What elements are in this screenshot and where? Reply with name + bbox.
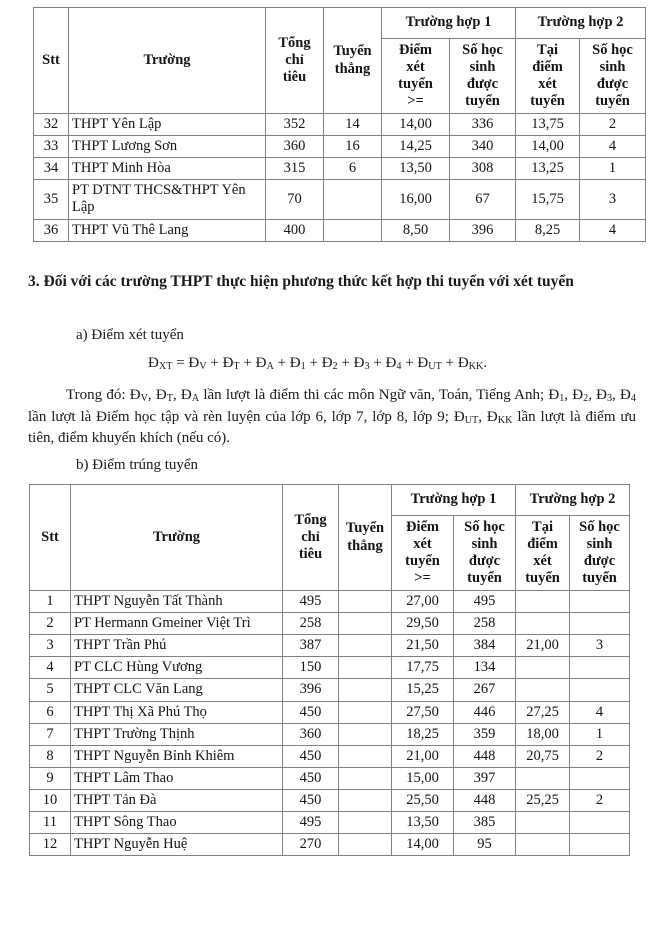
cell-g2-so-hoc-sinh <box>570 834 630 856</box>
table-row <box>34 136 646 158</box>
table-row <box>30 723 630 745</box>
cell-g1-diem-xet-tuyen: 29,50 <box>392 613 454 635</box>
table-row <box>34 180 646 219</box>
cell-stt: 32 <box>34 114 69 136</box>
explanation-terms-1: $Đ_V$, $Đ_T$, $Đ_A$ <box>129 387 200 405</box>
cell-g2-so-hoc-sinh: 2 <box>570 789 630 811</box>
g2-sohs-line-2: sinh <box>599 58 626 75</box>
col-header-g1-so-hoc-sinh <box>450 39 516 114</box>
cell-truong: THPT CLC Văn Lang <box>71 679 283 701</box>
admission-table-two <box>29 484 630 856</box>
cell-g1-so-hoc-sinh: 134 <box>454 657 516 679</box>
cell-g2-so-hoc-sinh <box>570 767 630 789</box>
admission-table-one <box>33 7 646 242</box>
cell-truong: THPT Tản Đà <box>71 789 283 811</box>
cell-g1-diem-xet-tuyen: 27,00 <box>392 591 454 613</box>
cell-stt: 5 <box>30 679 71 701</box>
cell-tuyen-thang <box>324 180 382 219</box>
table-row <box>30 812 630 834</box>
table-one-body <box>34 114 646 242</box>
cell-g2-tai-diem-xet-tuyen <box>516 679 570 701</box>
g1-diem-line-4: >= <box>414 570 431 587</box>
g2-sohs-line-3: được <box>583 553 616 569</box>
cell-g1-diem-xet-tuyen: 15,00 <box>392 767 454 789</box>
cell-stt: 7 <box>30 723 71 745</box>
cell-g2-so-hoc-sinh: 4 <box>570 701 630 723</box>
formula-term-4: $Đ_4$ <box>385 355 402 373</box>
cell-g2-tai-diem-xet-tuyen: 8,25 <box>516 219 580 241</box>
cell-g1-so-hoc-sinh: 384 <box>454 635 516 657</box>
cell-g1-so-hoc-sinh: 267 <box>454 679 516 701</box>
cell-g1-so-hoc-sinh: 396 <box>450 219 516 241</box>
cell-stt: 2 <box>30 613 71 635</box>
cell-g1-diem-xet-tuyen: 13,50 <box>382 158 450 180</box>
formula-lhs: $Đ_{XT}$ <box>148 355 173 373</box>
cell-g2-so-hoc-sinh <box>570 591 630 613</box>
formula-plus-operator: + <box>441 355 458 371</box>
formula-term-UT: $Đ_{UT}$ <box>417 355 442 373</box>
cell-g2-tai-diem-xet-tuyen <box>516 613 570 635</box>
admission-table-one-container <box>33 7 645 242</box>
table-one-header-row-1 <box>34 8 646 39</box>
g2-taidiem-line-1: Tại <box>537 41 558 58</box>
cell-g1-diem-xet-tuyen: 14,25 <box>382 136 450 158</box>
table-row <box>30 657 630 679</box>
cell-g1-diem-xet-tuyen: 13,50 <box>392 812 454 834</box>
cell-truong: PT Hermann Gmeiner Việt Trì <box>71 613 283 635</box>
g1-diem-line-1: Điểm <box>405 518 439 535</box>
col-header-g2-so-hoc-sinh <box>580 39 646 114</box>
cell-g1-so-hoc-sinh: 336 <box>450 114 516 136</box>
cell-g2-so-hoc-sinh <box>570 812 630 834</box>
cell-g1-so-hoc-sinh: 397 <box>454 767 516 789</box>
table-row <box>30 679 630 701</box>
col-header-g2-tai-diem-xet-tuyen <box>516 39 580 114</box>
cell-tuyen-thang: 6 <box>324 158 382 180</box>
cell-g2-tai-diem-xet-tuyen: 14,00 <box>516 136 580 158</box>
col-header-g1-so-hoc-sinh <box>454 516 516 591</box>
g1-diem-line-3: tuyển <box>405 553 440 569</box>
cell-tong-chi-tieu: 70 <box>266 180 324 219</box>
col-group-header-truong-hop-2: Trường hợp 2 <box>516 485 630 516</box>
cell-stt: 1 <box>30 591 71 613</box>
explanation-terms-3: $Đ_{UT}$, $Đ_{KK}$ <box>453 408 513 426</box>
cell-tong-chi-tieu: 495 <box>283 591 339 613</box>
cell-g2-so-hoc-sinh <box>570 679 630 701</box>
cell-tong-chi-tieu: 360 <box>283 723 339 745</box>
cell-g2-so-hoc-sinh: 3 <box>580 180 646 219</box>
table-row <box>30 834 630 856</box>
cell-stt: 9 <box>30 767 71 789</box>
cell-g1-diem-xet-tuyen: 16,00 <box>382 180 450 219</box>
cell-g1-diem-xet-tuyen: 15,25 <box>392 679 454 701</box>
cell-tong-chi-tieu: 387 <box>283 635 339 657</box>
cell-tuyen-thang: 16 <box>324 136 382 158</box>
cell-g1-so-hoc-sinh: 308 <box>450 158 516 180</box>
formula-equals: = <box>176 355 185 371</box>
cell-g1-so-hoc-sinh: 448 <box>454 789 516 811</box>
g2-sohs-line-2: sinh <box>586 535 613 552</box>
col-header-g2-tai-diem-xet-tuyen <box>516 516 570 591</box>
g2-taidiem-line-4: tuyển <box>525 570 560 587</box>
cell-tuyen-thang <box>339 745 392 767</box>
cell-tuyen-thang <box>339 657 392 679</box>
col-header-truong: Trường <box>69 8 266 114</box>
cell-tuyen-thang <box>339 723 392 745</box>
col-header-tong-line-3: tiêu <box>282 69 307 86</box>
cell-g1-diem-xet-tuyen: 14,00 <box>382 114 450 136</box>
cell-g2-so-hoc-sinh <box>570 613 630 635</box>
cell-stt: 35 <box>34 180 69 219</box>
cell-g2-tai-diem-xet-tuyen: 20,75 <box>516 745 570 767</box>
formula-plus-operator: + <box>305 355 322 371</box>
formula-plus-operator: + <box>369 355 386 371</box>
cell-g1-so-hoc-sinh: 67 <box>450 180 516 219</box>
col-header-g1-diem-xet-tuyen <box>392 516 454 591</box>
col-header-tong-chi-tieu <box>283 485 339 591</box>
cell-g1-so-hoc-sinh: 385 <box>454 812 516 834</box>
formula-plus-operator: + <box>337 355 354 371</box>
cell-tuyen-thang <box>339 635 392 657</box>
g1-sohs-line-4: tuyển <box>467 570 502 587</box>
cell-g1-diem-xet-tuyen: 25,50 <box>392 789 454 811</box>
table-row <box>34 114 646 136</box>
cell-g2-so-hoc-sinh: 4 <box>580 136 646 158</box>
cell-truong: THPT Trường Thịnh <box>71 723 283 745</box>
col-header-tuyen-thang <box>324 8 382 114</box>
cell-truong: THPT Trần Phú <box>71 635 283 657</box>
g2-taidiem-line-2: điểm <box>527 535 558 552</box>
cell-stt: 6 <box>30 701 71 723</box>
cell-g2-so-hoc-sinh: 1 <box>570 723 630 745</box>
explanation-prefix: Trong đó: <box>66 387 130 403</box>
cell-g1-diem-xet-tuyen: 8,50 <box>382 219 450 241</box>
cell-tong-chi-tieu: 360 <box>266 136 324 158</box>
col-group-header-truong-hop-1: Trường hợp 1 <box>392 485 516 516</box>
col-header-tong-line-3: tiêu <box>298 546 323 563</box>
cell-tong-chi-tieu: 450 <box>283 745 339 767</box>
table-row <box>30 745 630 767</box>
cell-g1-diem-xet-tuyen: 14,00 <box>392 834 454 856</box>
table-row <box>30 591 630 613</box>
cell-stt: 3 <box>30 635 71 657</box>
cell-g1-diem-xet-tuyen: 21,00 <box>392 745 454 767</box>
cell-stt: 4 <box>30 657 71 679</box>
cell-truong: THPT Nguyễn Tất Thành <box>71 591 283 613</box>
cell-tong-chi-tieu: 495 <box>283 812 339 834</box>
cell-tuyen-thang: 14 <box>324 114 382 136</box>
explanation-terms-2: $Đ_1$, $Đ_2$, $Đ_3$, $Đ_4$ <box>548 387 636 405</box>
cell-truong: THPT Thị Xã Phú Thọ <box>71 701 283 723</box>
cell-g2-so-hoc-sinh: 4 <box>580 219 646 241</box>
subsection-a-label: a) Điểm xét tuyển <box>76 327 184 343</box>
g1-diem-line-2: xét <box>413 535 432 552</box>
cell-tong-chi-tieu: 450 <box>283 767 339 789</box>
col-header-tong-chi-tieu <box>266 8 324 114</box>
formula-term-2: $Đ_2$ <box>321 355 338 373</box>
cell-tong-chi-tieu: 315 <box>266 158 324 180</box>
explanation-rest-3: lần lượt là điểm ưu tiên, điểm khuyến khích (nếu có). <box>28 408 637 447</box>
cell-tong-chi-tieu: 450 <box>283 701 339 723</box>
table-row <box>30 767 630 789</box>
g1-diem-line-1: Điểm <box>398 41 432 58</box>
cell-stt: 10 <box>30 789 71 811</box>
table-row <box>34 219 646 241</box>
g2-taidiem-line-1: Tại <box>532 518 553 535</box>
cell-g1-diem-xet-tuyen: 21,50 <box>392 635 454 657</box>
col-header-tong-line-2: chỉ <box>285 51 304 68</box>
cell-tuyen-thang <box>339 812 392 834</box>
cell-g2-tai-diem-xet-tuyen <box>516 591 570 613</box>
g1-diem-line-2: xét <box>406 58 425 75</box>
formula-term-KK: $Đ_{KK}$ <box>457 355 484 373</box>
cell-tong-chi-tieu: 150 <box>283 657 339 679</box>
g2-taidiem-line-4: tuyển <box>530 93 565 110</box>
col-header-tuyenthang-line-2: thẳng <box>347 537 383 554</box>
cell-g2-tai-diem-xet-tuyen <box>516 657 570 679</box>
cell-tuyen-thang <box>339 591 392 613</box>
cell-truong: THPT Nguyễn Huệ <box>71 834 283 856</box>
cell-g2-tai-diem-xet-tuyen <box>516 767 570 789</box>
g1-sohs-line-3: được <box>466 76 499 92</box>
cell-stt: 11 <box>30 812 71 834</box>
g1-sohs-line-1: Số học <box>462 41 503 58</box>
cell-g2-so-hoc-sinh <box>570 657 630 679</box>
formula-term-A: $Đ_A$ <box>255 355 274 373</box>
cell-truong: THPT Sông Thao <box>71 812 283 834</box>
col-group-header-truong-hop-2: Trường hợp 2 <box>516 8 646 39</box>
cell-tuyen-thang <box>339 701 392 723</box>
cell-g1-so-hoc-sinh: 359 <box>454 723 516 745</box>
cell-stt: 12 <box>30 834 71 856</box>
col-header-tong-line-1: Tổng <box>294 511 327 528</box>
table-row <box>30 701 630 723</box>
cell-g2-so-hoc-sinh: 2 <box>580 114 646 136</box>
cell-g2-tai-diem-xet-tuyen: 13,75 <box>516 114 580 136</box>
table-two-body <box>30 591 630 856</box>
formula-term-1: $Đ_1$ <box>289 355 306 373</box>
cell-g2-so-hoc-sinh: 2 <box>570 745 630 767</box>
formula-plus-operator: + <box>206 355 223 371</box>
cell-truong: PT DTNT THCS&THPT Yên Lập <box>69 180 266 219</box>
formula-period: . <box>483 355 488 371</box>
col-header-stt: Stt <box>30 485 71 591</box>
table-two-header-row-1 <box>30 485 630 516</box>
col-header-tuyenthang-line-1: Tuyển <box>333 43 372 60</box>
cell-truong: THPT Lâm Thao <box>71 767 283 789</box>
cell-tuyen-thang <box>339 834 392 856</box>
cell-tong-chi-tieu: 450 <box>283 789 339 811</box>
col-header-stt: Stt <box>34 8 69 114</box>
cell-g1-diem-xet-tuyen: 18,25 <box>392 723 454 745</box>
g2-sohs-line-1: Số học <box>592 41 633 58</box>
cell-g2-so-hoc-sinh: 1 <box>580 158 646 180</box>
col-header-tong-line-1: Tổng <box>278 34 311 51</box>
cell-tong-chi-tieu: 258 <box>283 613 339 635</box>
g1-sohs-line-3: được <box>468 553 501 569</box>
cell-tuyen-thang <box>324 219 382 241</box>
admission-table-two-container <box>29 484 629 856</box>
cell-g1-so-hoc-sinh: 95 <box>454 834 516 856</box>
cell-g2-tai-diem-xet-tuyen: 27,25 <box>516 701 570 723</box>
formula-term-3: $Đ_3$ <box>353 355 370 373</box>
cell-g1-so-hoc-sinh: 258 <box>454 613 516 635</box>
col-header-g1-diem-xet-tuyen <box>382 39 450 114</box>
col-header-truong: Trường <box>71 485 283 591</box>
col-header-g2-so-hoc-sinh <box>570 516 630 591</box>
cell-g2-tai-diem-xet-tuyen: 21,00 <box>516 635 570 657</box>
g1-sohs-line-1: Số học <box>464 518 505 535</box>
cell-tong-chi-tieu: 270 <box>283 834 339 856</box>
table-row <box>34 158 646 180</box>
cell-g2-tai-diem-xet-tuyen: 18,00 <box>516 723 570 745</box>
cell-g2-tai-diem-xet-tuyen: 25,25 <box>516 789 570 811</box>
cell-tong-chi-tieu: 352 <box>266 114 324 136</box>
cell-g1-so-hoc-sinh: 340 <box>450 136 516 158</box>
cell-tuyen-thang <box>339 679 392 701</box>
formula-plus-operator: + <box>401 355 418 371</box>
g2-sohs-line-1: Số học <box>579 518 620 535</box>
g2-sohs-line-3: được <box>596 76 629 92</box>
cell-tong-chi-tieu: 396 <box>283 679 339 701</box>
formula-term-T: $Đ_T$ <box>222 355 240 373</box>
formula-term-V: $Đ_V$ <box>188 355 207 373</box>
g1-sohs-line-4: tuyển <box>465 93 500 110</box>
explanation-rest-2: lần lượt là Điểm học tập và rèn luyện của lớp 6, lớp 7, lớp 8, lớp 9; <box>28 408 449 425</box>
cell-tuyen-thang <box>339 613 392 635</box>
cell-stt: 34 <box>34 158 69 180</box>
col-group-header-truong-hop-1: Trường hợp 1 <box>382 8 516 39</box>
cell-stt: 33 <box>34 136 69 158</box>
g2-taidiem-line-3: xét <box>533 553 552 569</box>
cell-truong: THPT Yên Lập <box>69 114 266 136</box>
table-row <box>30 635 630 657</box>
g1-diem-line-4: >= <box>407 93 424 110</box>
cell-g2-so-hoc-sinh: 3 <box>570 635 630 657</box>
explanation-rest-1: lần lượt là điểm thi các môn Ngữ văn, Toán, Tiếng Anh; <box>199 387 545 403</box>
cell-g2-tai-diem-xet-tuyen <box>516 812 570 834</box>
cell-g1-so-hoc-sinh: 495 <box>454 591 516 613</box>
cell-truong: PT CLC Hùng Vương <box>71 657 283 679</box>
cell-truong: THPT Vũ Thê Lang <box>69 219 266 241</box>
cell-stt: 8 <box>30 745 71 767</box>
formula-explanation <box>28 385 636 450</box>
subsection-b-label: b) Điểm trúng tuyển <box>76 457 199 473</box>
cell-tong-chi-tieu: 400 <box>266 219 324 241</box>
formula-plus-operator: + <box>273 355 290 371</box>
g2-taidiem-line-2: điểm <box>532 58 563 75</box>
cell-g2-tai-diem-xet-tuyen: 15,75 <box>516 180 580 219</box>
g2-taidiem-line-3: xét <box>538 76 557 92</box>
cell-truong: THPT Minh Hòa <box>69 158 266 180</box>
cell-stt: 36 <box>34 219 69 241</box>
col-header-tuyenthang-line-1: Tuyển <box>345 520 385 537</box>
g1-sohs-line-2: sinh <box>471 535 498 552</box>
col-header-tong-line-2: chỉ <box>301 528 320 545</box>
section-heading: 3. Đối với các trường THPT thực hiện phương thức kết hợp thi tuyển với xét tuyển <box>28 273 574 290</box>
cell-g2-tai-diem-xet-tuyen <box>516 834 570 856</box>
table-row <box>30 789 630 811</box>
formula-rhs <box>188 355 487 371</box>
cell-g1-diem-xet-tuyen: 27,50 <box>392 701 454 723</box>
table-row <box>30 613 630 635</box>
cell-tuyen-thang <box>339 767 392 789</box>
cell-g1-diem-xet-tuyen: 17,75 <box>392 657 454 679</box>
cell-g2-tai-diem-xet-tuyen: 13,25 <box>516 158 580 180</box>
cell-truong: THPT Nguyễn Bỉnh Khiêm <box>71 745 283 767</box>
cell-truong: THPT Lương Sơn <box>69 136 266 158</box>
admission-score-formula <box>148 355 487 372</box>
col-header-tuyenthang-line-2: thẳng <box>334 60 371 77</box>
formula-plus-operator: + <box>239 355 256 371</box>
g2-sohs-line-4: tuyển <box>582 570 617 587</box>
cell-tuyen-thang <box>339 789 392 811</box>
cell-g1-so-hoc-sinh: 448 <box>454 745 516 767</box>
g1-diem-line-3: tuyển <box>398 76 433 92</box>
cell-g1-so-hoc-sinh: 446 <box>454 701 516 723</box>
g1-sohs-line-2: sinh <box>469 58 496 75</box>
g2-sohs-line-4: tuyển <box>595 93 630 110</box>
col-header-tuyen-thang <box>339 485 392 591</box>
